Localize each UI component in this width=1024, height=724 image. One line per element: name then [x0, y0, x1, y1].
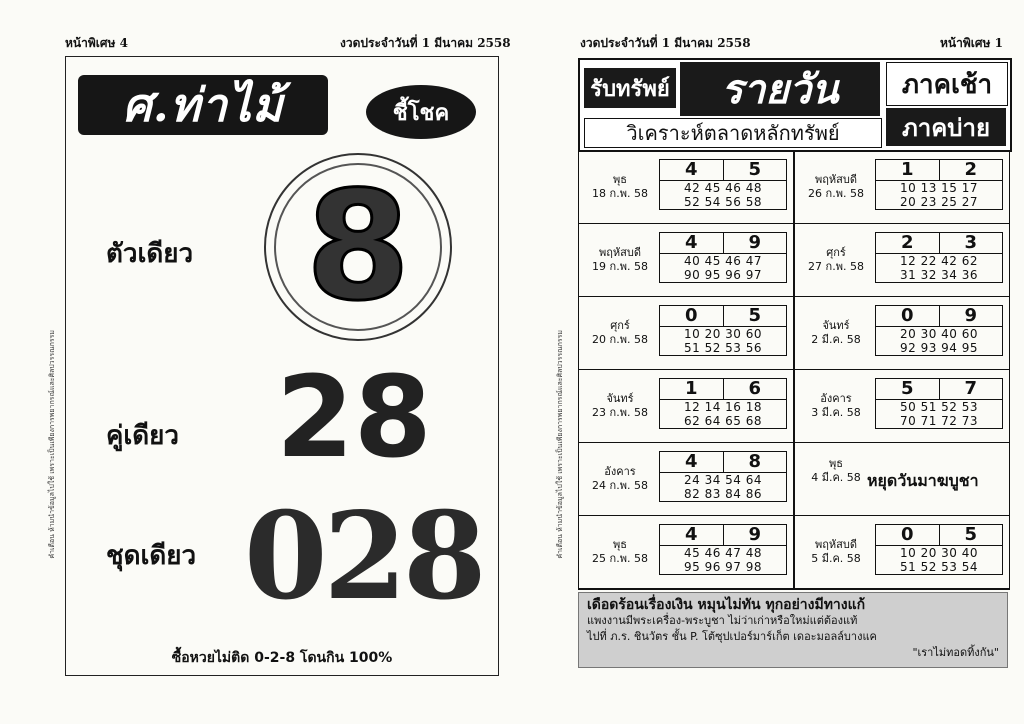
prediction-cell — [795, 370, 1009, 443]
cell-weekday: อังคาร — [604, 465, 636, 478]
number-box — [659, 378, 787, 429]
number-row: 92 93 94 95 — [899, 341, 979, 355]
number-row: 51 52 53 56 — [683, 341, 763, 355]
prediction-cell — [579, 297, 793, 370]
main-digits — [660, 525, 786, 546]
main-digit: 4 — [660, 233, 724, 253]
main-digits — [660, 160, 786, 181]
cell-day — [585, 538, 655, 566]
prediction-cell — [795, 297, 1009, 370]
main-digit: 8 — [748, 451, 762, 472]
cell-day — [801, 457, 871, 485]
main-digits — [660, 306, 786, 327]
main-digits — [660, 452, 786, 473]
cell-weekday: พฤหัสบดี — [598, 246, 641, 259]
main-digits — [660, 379, 786, 400]
main-digit: 5 — [748, 305, 762, 326]
set-number: 028 — [244, 486, 483, 627]
banner-afternoon: ภาคบ่าย — [886, 108, 1006, 146]
number-row: 42 45 46 48 — [683, 181, 763, 195]
promo-line-3: ไปที่ ภ.ร. ชินวัตร ชั้น P. โต้ซุปเปอร์มาร์เก็ต เดอะมอลล์บางแค — [587, 630, 877, 643]
main-digit: 4 — [660, 452, 724, 472]
cell-day — [585, 246, 655, 274]
number-row: 40 45 46 47 — [683, 254, 763, 268]
cell-date: 25 ก.พ. 58 — [592, 552, 648, 565]
cell-date: 2 มี.ค. 58 — [811, 333, 861, 346]
right-draw-date: งวดประจำวันที่ 1 มีนาคม 2558 — [580, 36, 751, 50]
main-digit: 1 — [876, 160, 940, 180]
main-digit: 4 — [660, 160, 724, 180]
banner-left-top: รับทรัพย์ — [584, 68, 676, 108]
number-box — [875, 159, 1003, 210]
cell-weekday: จันทร์ — [822, 319, 850, 332]
main-digit: 9 — [748, 524, 762, 545]
prediction-grid — [578, 150, 1010, 590]
number-row: 62 64 65 68 — [683, 414, 763, 428]
prediction-cell — [795, 516, 1009, 589]
cell-weekday: อังคาร — [820, 392, 852, 405]
banner-logo: รายวัน — [680, 62, 880, 116]
cell-date: 19 ก.พ. 58 — [592, 260, 648, 273]
promo-line-2: แพงงานมีพระเครื่อง-พระบูชา ไม่ว่าเก่าหรือใหม่แต่ต้องแท้ — [587, 614, 858, 627]
main-digit: 5 — [748, 159, 762, 180]
number-row: 82 83 84 86 — [683, 487, 763, 501]
left-footer: ซื้อหวยไม่ติด 0-2-8 โดนกิน 100% — [171, 650, 393, 666]
number-box — [875, 524, 1003, 575]
number-box — [875, 232, 1003, 283]
number-row: 70 71 72 73 — [899, 414, 979, 428]
number-row: 20 30 40 60 — [899, 327, 979, 341]
prediction-cell — [795, 443, 1009, 516]
number-row: 24 34 54 64 — [683, 473, 763, 487]
number-row: 12 14 16 18 — [683, 400, 763, 414]
main-digit: 5 — [876, 379, 940, 399]
banner-subtitle: วิเคราะห์ตลาดหลักทรัพย์ — [584, 118, 882, 148]
main-digits — [876, 525, 1002, 546]
prediction-cell — [579, 443, 793, 516]
number-box — [659, 305, 787, 356]
main-digit: 0 — [876, 306, 940, 326]
number-row: 51 52 53 54 — [899, 560, 979, 574]
cell-day — [801, 319, 871, 347]
single-number-ring — [264, 153, 452, 341]
prediction-cell — [579, 151, 793, 224]
cell-day — [585, 392, 655, 420]
holiday-note: หยุดวันมาฆบูชา — [867, 471, 979, 490]
cell-day — [801, 538, 871, 566]
cell-date: 24 ก.พ. 58 — [592, 479, 648, 492]
cell-day — [801, 173, 871, 201]
main-digits — [876, 379, 1002, 400]
cell-weekday: พฤหัสบดี — [814, 173, 857, 186]
pair-label: คู่เดียว — [106, 421, 179, 451]
main-digit: 4 — [660, 525, 724, 545]
prediction-cell — [795, 151, 1009, 224]
title-badge: ชี้โชค — [366, 85, 476, 139]
number-row: 45 46 47 48 — [683, 546, 763, 560]
promo-line-1: เดือดร้อนเรื่องเงิน หมุนไม่ทัน ทุกอย่างมีทางแก้ — [587, 597, 866, 613]
number-row: 50 51 52 53 — [899, 400, 979, 414]
right-side-note: คำเตือน ห้ามนำข้อมูลไปใช้ เพราะเป็นเพียงการพยากรณ์และศิลปวรรณกรรม — [556, 330, 564, 559]
number-row: 31 32 34 36 — [899, 268, 979, 282]
main-digit: 9 — [748, 232, 762, 253]
cell-date: 27 ก.พ. 58 — [808, 260, 864, 273]
main-digit: 3 — [964, 232, 978, 253]
prediction-cell — [579, 370, 793, 443]
main-digit: 5 — [964, 524, 978, 545]
single-label: ตัวเดียว — [106, 239, 194, 269]
cell-weekday: ศุกร์ — [610, 319, 630, 332]
main-digit: 2 — [876, 233, 940, 253]
publication-title: ศ.ท่าไม้ — [78, 75, 328, 135]
left-draw-date: งวดประจำวันที่ 1 มีนาคม 2558 — [340, 36, 511, 50]
cell-weekday: พฤหัสบดี — [814, 538, 857, 551]
number-row: 10 20 30 40 — [899, 546, 979, 560]
cell-date: 23 ก.พ. 58 — [592, 406, 648, 419]
left-content-frame — [65, 56, 499, 676]
cell-date: 20 ก.พ. 58 — [592, 333, 648, 346]
number-box — [875, 378, 1003, 429]
main-digit: 0 — [876, 525, 940, 545]
number-box — [875, 305, 1003, 356]
main-digit: 7 — [964, 378, 978, 399]
set-label: ชุดเดียว — [106, 541, 197, 571]
prediction-cell — [579, 516, 793, 589]
main-digits — [660, 233, 786, 254]
cell-date: 3 มี.ค. 58 — [811, 406, 861, 419]
number-row: 95 96 97 98 — [683, 560, 763, 574]
right-page — [548, 0, 1024, 724]
number-row: 10 13 15 17 — [899, 181, 979, 195]
cell-weekday: พุธ — [829, 457, 843, 470]
cell-date: 4 มี.ค. 58 — [811, 471, 861, 484]
number-row: 20 23 25 27 — [899, 195, 979, 209]
number-row: 12 22 42 62 — [899, 254, 979, 268]
promo-line-4: "เราไม่ทอดทิ้งกัน" — [912, 646, 999, 659]
number-box — [659, 159, 787, 210]
number-box — [659, 232, 787, 283]
main-digit: 0 — [660, 306, 724, 326]
cell-day — [801, 392, 871, 420]
number-row: 90 95 96 97 — [683, 268, 763, 282]
cell-day — [585, 319, 655, 347]
main-digits — [876, 306, 1002, 327]
stock-banner — [578, 58, 1012, 152]
promo-box — [578, 592, 1008, 668]
number-box — [659, 524, 787, 575]
number-box — [659, 451, 787, 502]
main-digits — [876, 233, 1002, 254]
cell-weekday: พุธ — [613, 173, 627, 186]
cell-weekday: พุธ — [613, 538, 627, 551]
single-number: 8 — [305, 160, 411, 334]
banner-morning: ภาคเช้า — [886, 62, 1008, 106]
cell-date: 26 ก.พ. 58 — [808, 187, 864, 200]
number-row: 52 54 56 58 — [683, 195, 763, 209]
left-side-note: คำเตือน ห้ามนำข้อมูลไปใช้ เพราะเป็นเพียงการพยากรณ์และศิลปวรรณกรรม — [48, 330, 56, 559]
prediction-cell — [795, 224, 1009, 297]
cell-day — [585, 173, 655, 201]
main-digit: 6 — [748, 378, 762, 399]
cell-weekday: ศุกร์ — [826, 246, 846, 259]
cell-date: 18 ก.พ. 58 — [592, 187, 648, 200]
main-digit: 9 — [964, 305, 978, 326]
left-page-label: หน้าพิเศษ 4 — [65, 36, 128, 50]
main-digit: 2 — [964, 159, 978, 180]
number-row: 10 20 30 60 — [683, 327, 763, 341]
pair-number: 28 — [276, 353, 432, 483]
single-number-inner-ring — [274, 160, 442, 334]
main-digit: 1 — [660, 379, 724, 399]
cell-day — [585, 465, 655, 493]
cell-day — [801, 246, 871, 274]
cell-weekday: จันทร์ — [606, 392, 634, 405]
cell-date: 5 มี.ค. 58 — [811, 552, 861, 565]
prediction-cell — [579, 224, 793, 297]
right-page-label: หน้าพิเศษ 1 — [940, 36, 1003, 50]
main-digits — [876, 160, 1002, 181]
